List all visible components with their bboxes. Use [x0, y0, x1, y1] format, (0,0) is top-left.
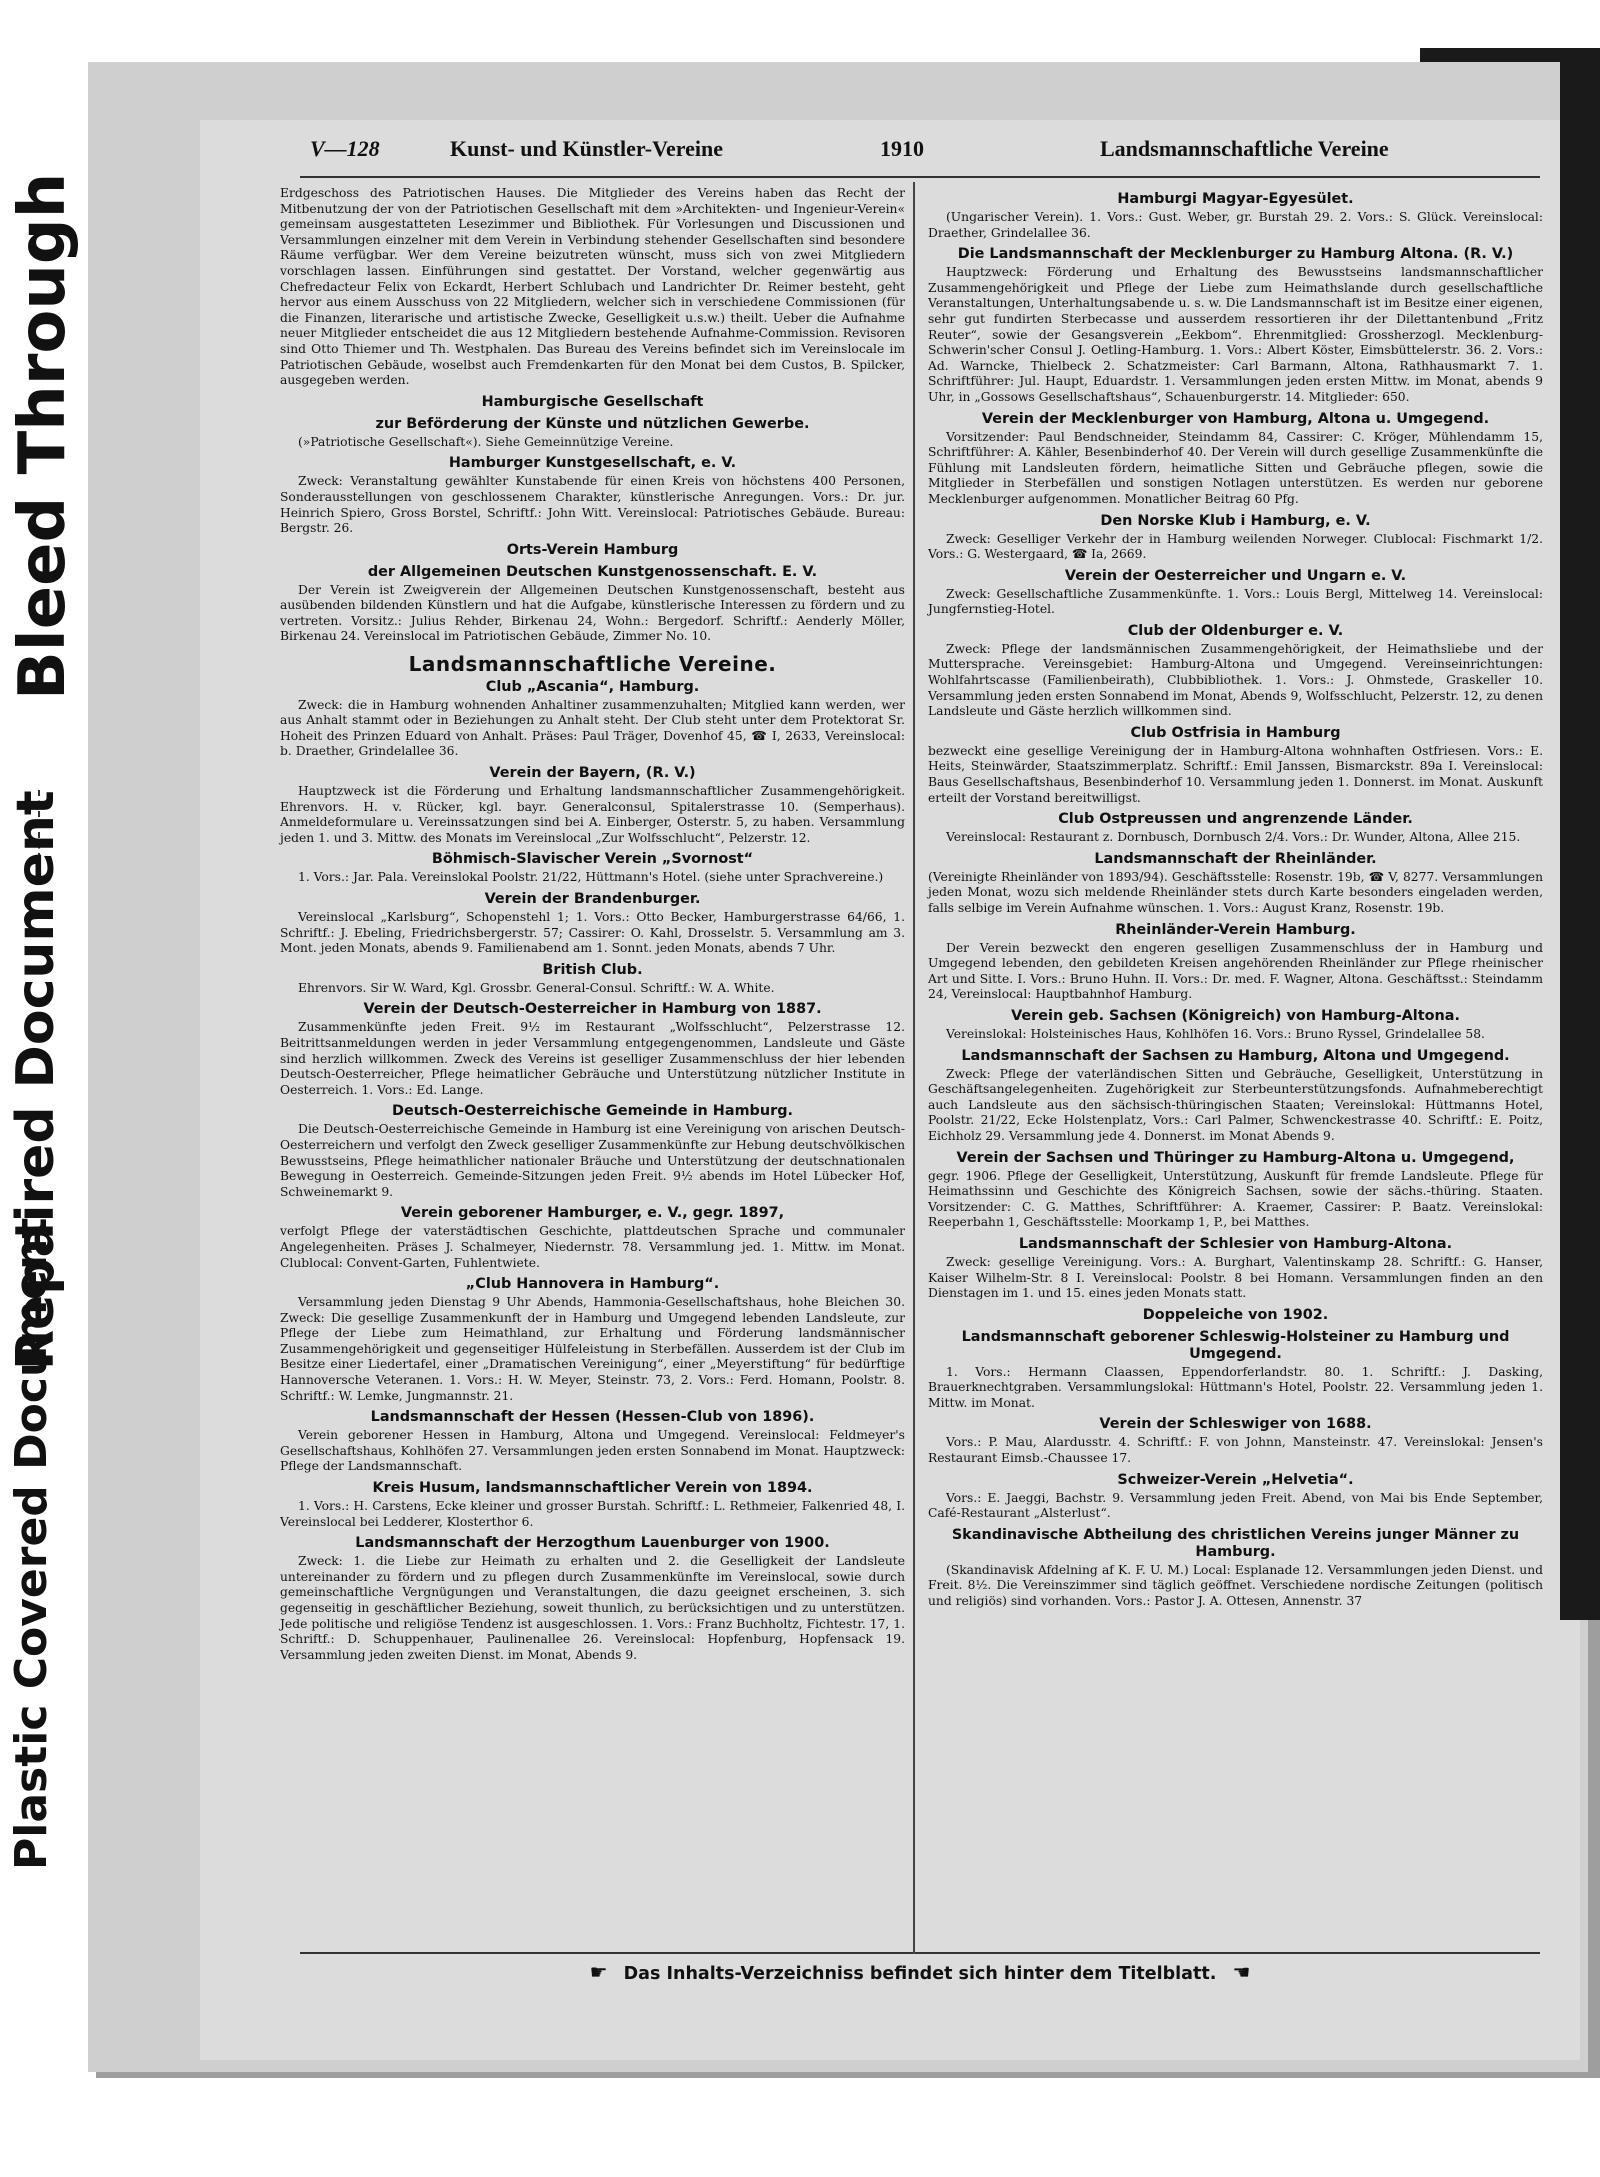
club-heading: Skandinavische Abtheilung des christlichen Vereins junger Männer zu Hamburg. — [951, 1526, 1520, 1560]
entry-paragraph: Die Deutsch-Oesterreichische Gemeinde in Hamburg ist eine Vereinigung von arischen Deutsch-Oesterreichern und verfolgt den Zweck geselliger Zusammenkünfte zur Hebung deutschvölkischen Bewusstseins, Pflege heimathlicher nationaler Bräuche und Unterstützung der deutschnationalen Bewegung in Oesterreich. Gemeinde-Sitzungen jeden Freit. 9½ abends im Hotel Lübecker Hof, Schweinemarkt 9. — [280, 1122, 905, 1199]
club-heading: Orts-Verein Hamburg — [506, 541, 679, 558]
club-heading: Böhmisch-Slavischer Verein „Svornost“ — [431, 851, 754, 868]
club-heading: Verein der Schleswiger von 1688. — [1099, 1416, 1372, 1433]
entry-paragraph: Zweck: 1. die Liebe zur Heimath zu erhalten und 2. die Geselligkeit der Landsleute untereinander zu fördern und zu pflegen durch Zusammenkünfte im Vereinslocal, sowie durch gemeinschaftliche Vergnügungen und Veranstaltungen, die dazu geeignet erscheinen, 3. sich gegenseitig in geschäftlicher Beziehung, soweit thunlich, zu berücksichtigen und zu unterstützen. Jede politische und religiöse Tendenz ist ausgeschlossen. 1. Vors.: Franz Buchholtz, Fichtestr. 17, 1. Schriftf.: D. Schuppenhauer, Paulinenallee 26. Vereinslocal: Hopfenburg, Hopfensack 19. Versammlung jeden zweiten Dienst. im Monat, Abends 9. — [280, 1554, 905, 1662]
header-left-title: Kunst- und Künstler-Vereine — [450, 136, 724, 161]
entry-paragraph: bezweckt eine gesellige Vereinigung der in Hamburg-Altona wohnhaften Ostfriesen. Vors.: E. Heits, Steinwärder, Staatszimmerplatz. Schriftf.: Emil Janssen, Bismarckstr. 89a I. Vereinslocal: Baus Gesellschaftshaus, Besenbinderhof 10. Versammlung jeden 1. Donnerst. im Monat. Auskunft erteilt der Vorstand bereitwilligst. — [928, 743, 1543, 805]
club-heading: Den Norske Klub i Hamburg, e. V. — [1100, 512, 1371, 529]
entry-paragraph: Vorsitzender: Paul Bendschneider, Steindamm 84, Cassirer: C. Kröger, Mühlendamm 15, Schriftführer: A. Kähler, Besenbinderhof 40. Der Verein will durch gesellige Zusammenkünfte die Fühlung mit Landsleuten fördern, heimatliche Sitten und Gebräuche pflegen, sowie die Mitglieder in Sterbefällen und sonstigen Notlagen unterstützen. Es werden nur geborene Mecklenburger aufgenommen. Monatlicher Beitrag 60 Pfg. — [928, 429, 1543, 506]
bleed-through-label: Bleed Through — [6, 172, 80, 700]
section-heading: Landsmannschaftliche Vereine. — [408, 652, 777, 677]
entry-paragraph: (Ungarischer Verein). 1. Vors.: Gust. Weber, gr. Burstah 29. 2. Vors.: S. Glück. Vereinslocal: Draether, Grindelallee 36. — [928, 210, 1543, 240]
club-heading: Landsmannschaft der Sachsen zu Hamburg, Altona und Umgegend. — [961, 1047, 1510, 1064]
header-rule — [300, 176, 1540, 178]
pointing-hand-left-icon: ☚ — [1232, 1960, 1251, 1984]
club-heading: Landsmannschaft der Rheinländer. — [1094, 850, 1377, 867]
entry-paragraph: Verein geborener Hessen in Hamburg, Altona und Umgegend. Vereinslocal: Feldmeyer's Gesellschaftshaus, Kohlhöfen 27. Versammlungen jeden ersten Sonnabend im Monat. Hauptzweck: Pflege der Landsmannschaft. — [280, 1428, 905, 1474]
entry-paragraph: Vereinslocal „Karlsburg“, Schopenstehl 1; 1. Vors.: Otto Becker, Hamburgerstrasse 64/66, 1. Schriftf.: J. Ebeling, Friedrichsbergerstr. 57; Cassirer: O. Kahl, Drosselstr. 5. Versammlung am 3. Mont. jeden Monats, abends 9. Familienabend am 1. Sonnt. jeden Monats, abends 7 Uhr. — [280, 910, 905, 956]
entry-paragraph: verfolgt Pflege der vaterstädtischen Geschichte, plattdeutschen Sprache und communaler Angelegenheiten. Präses J. Schalmeyer, Niedernstr. 78. Versammlung jed. 1. Mittw. im Monat. Clublocal: Convent-Garten, Fuhlentwiete. — [280, 1224, 905, 1270]
entry-paragraph: Zweck: Pflege der vaterländischen Sitten und Gebräuche, Geselligkeit, Unterstützung in Geschäftsangelegenheiten. Zugehörigkeit zur Sterbeunterstützungsfonds. Aufnahmeberechtigt auch Landsleute aus den sächsisch-thüringischen Staaten; Vereinslokal: Hüttmanns Hotel, Poolstr. 21/22, Ecke Holstenplatz, Vors.: Carl Palmer, Schwenckestrasse 40. Schriftf.: E. Poitz, Eichholz 29. Versammlung jede 4. Donnerst. im Monat Abends 9. — [928, 1066, 1543, 1143]
entry-paragraph: 1. Vors.: H. Carstens, Ecke kleiner und grosser Burstah. Schriftf.: L. Rethmeier, Falkenried 48, I. Vereinslocal bei Ledderer, Klosterthor 6. — [280, 1499, 905, 1529]
entry-paragraph: (Vereinigte Rheinländer von 1893/94). Geschäftsstelle: Rosenstr. 19b, ☎ V, 8277. Versammlungen jeden Monat, wozu sich meldende Rheinländer stets durch Karte besonders eingeladen werden, falls selbige im Verein Aufnahme wünschen. 1. Vors.: August Kranz, Rosenstr. 19b. — [928, 869, 1543, 915]
repaired-document-label: Repaired Document — [6, 790, 66, 1370]
club-heading: Hamburgische Gesellschaft — [481, 393, 704, 410]
entry-paragraph: Vereinslokal: Holsteinisches Haus, Kohlhöfen 16. Vors.: Bruno Ryssel, Grindelallee 58. — [946, 1026, 1485, 1041]
entry-paragraph: Der Verein bezweckt den engeren geselligen Zusammenschluss der in Hamburg und Umgegend lebenden, den gebildeten Kreisen angehörenden Rheinländer zur Pflege rheinischer Art und Sitte. I. Vors.: Bruno Huhn. II. Vors.: Dr. med. F. Wagner, Altona. Geschäftsst.: Steindamm 24, Vereinslocal: Hauptbahnhof Hamburg. — [928, 940, 1543, 1002]
entry-paragraph: Zweck: Geselliger Verkehr der in Hamburg weilenden Norweger. Clublocal: Fischmarkt 1/2. Vors.: G. Westergaard, ☎ Ia, 2669. — [928, 531, 1543, 562]
club-heading: Verein der Oesterreicher und Ungarn e. V. — [1064, 567, 1407, 584]
scan-edge-right — [1560, 60, 1600, 1620]
entry-paragraph: gegr. 1906. Pflege der Geselligkeit, Unterstützung, Auskunft für fremde Landsleute. Pflege für Heimathssinn und Geschichte des Königreich Sachsen, sowie der sächs.-thüring. Staaten. Vorsitzender: C. G. Matthes, Schriftführer: A. Kraemer, Cassirer: P. Baatz. Vereinslokal: Reeperbahn 1, Geschäftsstelle: Moorkamp 1, P., bei Matthes. — [928, 1168, 1543, 1230]
club-heading: Verein der Brandenburger. — [484, 891, 701, 907]
club-heading: Hamburgi Magyar-Egyesület. — [1117, 191, 1354, 207]
entry-paragraph: Vereinslocal: Restaurant z. Dornbusch, Dornbusch 2/4. Vors.: Dr. Wunder, Altona, Allee 215. — [946, 830, 1521, 845]
club-heading: British Club. — [542, 961, 643, 978]
entry-paragraph: Zweck: Veranstaltung gewählter Kunstabende für einen Kreis von höchstens 400 Personen, Sonderausstellungen von geschlossenem Charakter, künstlerische Anregungen. Vors.: Dr. jur. Heinrich Spiero, Gross Borstel, Schriftf.: John Witt. Vereinslocal: Patriotisches Gebäude. Bureau: Bergstr. 26. — [280, 474, 905, 536]
entry-paragraph: Zusammenkünfte jeden Freit. 9½ im Restaurant „Wolfsschlucht“, Pelzerstrasse 12. Beitrittsanmeldungen werden in jeder Versammlung entgegengenommen, Landsleute und Gäste sind herzlich willkommen. Zweck des Vereins ist geselliger Zusammenschluss der hier lebenden Deutsch-Oesterreicher, Pflege heimatlicher Gebräuche und Unterstützung nützlicher Institute in Oesterreich. 1. Vors.: Ed. Lange. — [280, 1020, 905, 1097]
entry-paragraph: Versammlung jeden Dienstag 9 Uhr Abends, Hammonia-Gesellschaftshaus, hohe Bleichen 30. Zweck: Die gesellige Zusammenkunft der in Hamburg und Umgegend lebenden Landsleute, zur Pflege der Liebe zum Heimathland, zur Erhaltung und Förderung landsmännischer Zusammengehörigkeit und gegenseitiger Hülfeleistung in Sterbefällen. Ausserdem ist der Club im Besitze einer Liedertafel, einer „Dramatischen Vereinigung“, einer „Meyerstiftung“ für bedürftige Hannoversche Veteranen. 1. Vors.: H. W. Meyer, Steinstr. 73, 2. Vors.: Ferd. Homann, Poolstr. 8. Schriftf.: W. Lemke, Jungmannstr. 21. — [280, 1295, 905, 1403]
club-heading: „Club Hannovera in Hamburg“. — [465, 1276, 720, 1293]
club-heading: Club Ostfrisia in Hamburg — [1130, 724, 1341, 741]
entry-paragraph: Zweck: Gesellschaftliche Zusammenkünfte. 1. Vors.: Louis Bergl, Mittelweg 14. Vereinslocal: Jungfernstieg-Hotel. — [928, 586, 1543, 617]
club-heading: Schweizer-Verein „Helvetia“. — [1117, 1471, 1354, 1488]
entry-paragraph: Vors.: P. Mau, Alardusstr. 4. Schriftf.: F. von Johnn, Mansteinstr. 47. Vereinslokal: Jensen's Restaurant Eimsb.-Chaussee 17. — [928, 1435, 1543, 1466]
header-year: 1910 — [880, 136, 924, 161]
header-right-title: Landsmannschaftliche Vereine — [1100, 136, 1389, 161]
club-heading: Kreis Husum, landsmannschaftlicher Verein von 1894. — [372, 1480, 813, 1497]
club-heading: der Allgemeinen Deutschen Kunstgenossenschaft. E. V. — [367, 563, 818, 580]
club-heading: zur Beförderung der Künste und nützlichen Gewerbe. — [375, 415, 810, 432]
club-heading: Verein geb. Sachsen (Königreich) von Hamburg-Altona. — [1011, 1007, 1460, 1024]
pointing-hand-right-icon: ☛ — [589, 1960, 608, 1984]
entry-paragraph: (Skandinavisk Afdelning af K. F. U. M.) Local: Esplanade 12. Versammlungen jeden Dienst. und Freit. 8½. Die Vereinszimmer sind täglich geöffnet. Verschiedene nordische Zeitungen (politisch und religiös) sind vorhanden. Vors.: Pastor J. A. Ottesen, Annenstr. 37 — [928, 1562, 1543, 1609]
club-heading: Verein der Bayern, (R. V.) — [489, 765, 696, 782]
footer-rule — [300, 1952, 1540, 1954]
entry-paragraph: (»Patriotische Gesellschaft«). Siehe Gemeinnützige Vereine. — [298, 434, 674, 449]
entry-paragraph: Vors.: E. Jaeggi, Bachstr. 9. Versammlung jeden Freit. Abend, von Mai bis Ende September, Café-Restaurant „Alsterlust“. — [928, 1490, 1543, 1521]
entry-paragraph: Zweck: Pflege der landsmännischen Zusammengehörigkeit, der Heimathsliebe und der Muttersprache. Vereinsgebiet: Hamburg-Altona und Umgegend. Vereinseinrichtungen: Wohlfahrtscasse (Familienbeirath), Clubbibliothek. 1. Vors.: J. Ohmstede, Graskeller 10. Versammlung jeden ersten Sonnabend im Monat, Abends 9, Wolfsschlucht, Pelzerstr. 12, zu denen Landsleute und Gäste herzlich willkommen sind. — [928, 641, 1543, 719]
club-heading: Verein der Sachsen und Thüringer zu Hamburg-Altona u. Umgegend, — [956, 1149, 1515, 1166]
column-divider — [913, 182, 915, 1954]
entry-paragraph: Zweck: gesellige Vereinigung. Vors.: A. Burghart, Valentinskamp 28. Schriftf.: G. Hanser, Kaiser Wilhelm-Str. 8 I. Vereinslocal: Poolstr. 8 bei Homann. Versammlungen finden an den Dienstagen im 1. und 15. eines jeden Monats statt. — [928, 1254, 1543, 1301]
entry-paragraph: 1. Vors.: Hermann Claassen, Eppendorferlandstr. 80. 1. Schriftf.: J. Dasking, Brauerknechtgraben. Versammlungslokal: Hüttmann's Hotel, Poolstr. 22. Versammlung jeden 1. Mittw. im Monat. — [928, 1364, 1543, 1410]
club-heading: Verein der Deutsch-Oesterreicher in Hamburg von 1887. — [363, 1001, 822, 1018]
right-column — [928, 186, 1543, 1613]
entry-paragraph: Zweck: die in Hamburg wohnenden Anhaltiner zusammenzuhalten; Mitglied kann werden, wer aus Anhalt stammt oder in Beziehungen zu Anhalt steht. Der Club steht unter dem Protektorat Sr. Hoheit des Prinzen Eduard von Anhalt. Präses: Paul Träger, Dovenhof 45, ☎ I, 2633, Vereinslocal: b. Draether, Grindelallee 36. — [280, 697, 905, 759]
club-heading: Landsmannschaft geborener Schleswig-Holsteiner zu Hamburg und Umgegend. — [961, 1328, 1510, 1362]
entry-paragraph: 1. Vors.: Jar. Pala. Vereinslokal Poolstr. 21/22, Hüttmann's Hotel. (siehe unter Sprachvereine.) — [298, 870, 884, 885]
club-heading: Landsmannschaft der Schlesier von Hamburg-Altona. — [1018, 1235, 1453, 1252]
entry-paragraph: Der Verein ist Zweigverein der Allgemeinen Deutschen Kunstgenossenschaft, besteht aus ausübenden bildenden Künstlern und hat die Aufgabe, künstlerische Interessen zu fördern und zu vertreten. Vorsitz.: Julius Rehder, Birkenau 24, Wohn.: Bergedorf. Schriftf.: Aenderly Möller, Birkenau 24. Vereinslocal im Patriotischen Gebäude, Zimmer No. 10. — [280, 582, 905, 644]
left-column — [280, 186, 905, 1666]
footer-text: Das Inhalts-Verzeichniss befindet sich hinter dem Titelblatt. — [623, 1964, 1217, 1984]
club-heading: Verein der Mecklenburger von Hamburg, Altona u. Umgegend. — [981, 410, 1490, 427]
club-heading: Rheinländer-Verein Hamburg. — [1115, 921, 1356, 938]
club-heading: Die Landsmannschaft der Mecklenburger zu Hamburg Altona. (R. V.) — [957, 246, 1514, 263]
club-heading: Verein geborener Hamburger, e. V., gegr. 1897, — [400, 1205, 785, 1222]
club-heading: Club Ostpreussen und angrenzende Länder. — [1058, 811, 1413, 828]
entry-paragraph: Hauptzweck ist die Förderung und Erhaltung landsmannschaftlicher Zusammengehörigkeit. Ehrenvors. H. v. Rücker, kgl. bayr. Generalconsul, Spitalerstrasse 10. (Semperhaus). Anmeldeformulare u. Vereinssatzungen sind bei A. Einberger, Osterstr. 5, zu haben. Versammlung jeden 1. und 3. Mittw. des Monats im Vereinslocal „Zur Wolfsschlucht“, Pelzerstr. 12. — [280, 784, 905, 845]
club-heading: Club der Oldenburger e. V. — [1127, 622, 1344, 639]
club-heading: Deutsch-Oesterreichische Gemeinde in Hamburg. — [392, 1103, 793, 1120]
plastic-covered-label: Plastic Covered Document — [6, 1217, 57, 1870]
entry-paragraph: Ehrenvors. Sir W. Ward, Kgl. Grossbr. General-Consul. Schriftf.: W. A. White. — [298, 980, 775, 995]
club-heading: Club „Ascania“, Hamburg. — [485, 678, 700, 695]
entry-paragraph: Erdgeschoss des Patriotischen Hauses. Die Mitglieder des Vereins haben das Recht der Mitbenutzung der von der Patriotischen Gesellschaft mit dem »Architekten- und Ingenieur-Verein« gemeinsam ausgestatteten Lesezimmer und Bibliothek. Für Vorlesungen und Discussionen und Versammlungen einzelner mit dem Verein in Verbindung stehender Gesellschaften sind besondere Räume verfügbar. Wer dem Vereine beizutreten wünscht, muss sich von zwei Mitgliedern vorschlagen lassen. Einführungen sind gestattet. Der Vorstand, welcher gegenwärtig aus Chefredacteur Felix von Eckardt, Herbert Schlubach und Landrichter Dr. Reimer besteht, geht hervor aus einem Ausschuss von 22 Mitgliedern, welcher sich in verschiedene Commissionen (für die Finanzen, literarische und artistische Zwecke, Geselligkeit u.s.w.) theilt. Ueber die Aufnahme neuer Mitglieder entscheidet die aus 12 Mitgliedern bestehende Aufnahme-Commission. Revisoren sind Otto Thiemer und Th. Westphalen. Das Bureau des Vereins befindet sich im Vereinslocale im Patriotischen Gebäude, woselbst auch Fremdenkarten für den Monat bei dem Custos, B. Spilcker, ausgegeben werden. — [280, 186, 905, 388]
club-heading: Landsmannschaft der Herzogthum Lauenburger von 1900. — [355, 1535, 830, 1552]
club-heading: Landsmannschaft der Hessen (Hessen-Club von 1896). — [370, 1409, 815, 1426]
page-header — [310, 136, 1390, 168]
side-label-strip — [0, 0, 80, 2177]
footer-note — [300, 1960, 1540, 1984]
page-number: V—128 — [310, 136, 380, 161]
entry-paragraph: Hauptzweck: Förderung und Erhaltung des Bewusstseins landsmannschaftlicher Zusammengehörigkeit und Pflege der Liebe zum Heimathslande durch gesellschaftliche Veranstaltungen, Unterhaltungsabende u. s. w. Die Landsmannschaft ist im Besitze einer eigenen, sehr gut fundirten Sterbecasse und ausserdem ressortieren ihr der Dilettantenbund „Fritz Reuter“, sowie der Gesangsverein „Eekbom“. Ehrenmitglied: Grossherzogl. Mecklenburg-Schwerin'scher Consul J. Oetling-Hamburg. 1. Vors.: Albert Köster, Eimsbüttelerstr. 36. 2. Vors.: Ad. Warncke, Thielbeck 2. Schatzmeister: Carl Barmann, Altona, Rathhausmarkt 7. 1. Schriftführer: Jul. Haupt, Eduardstr. 1. Versammlungen jeden ersten Mittw. im Monat, abends 9 Uhr, in „Gossows Gesellschaftshaus“, Schauenburgerstr. 14. Mitglieder: 650. — [928, 265, 1543, 404]
club-heading: Doppeleiche von 1902. — [1142, 1306, 1329, 1323]
club-heading: Hamburger Kunstgesellschaft, e. V. — [448, 455, 737, 472]
